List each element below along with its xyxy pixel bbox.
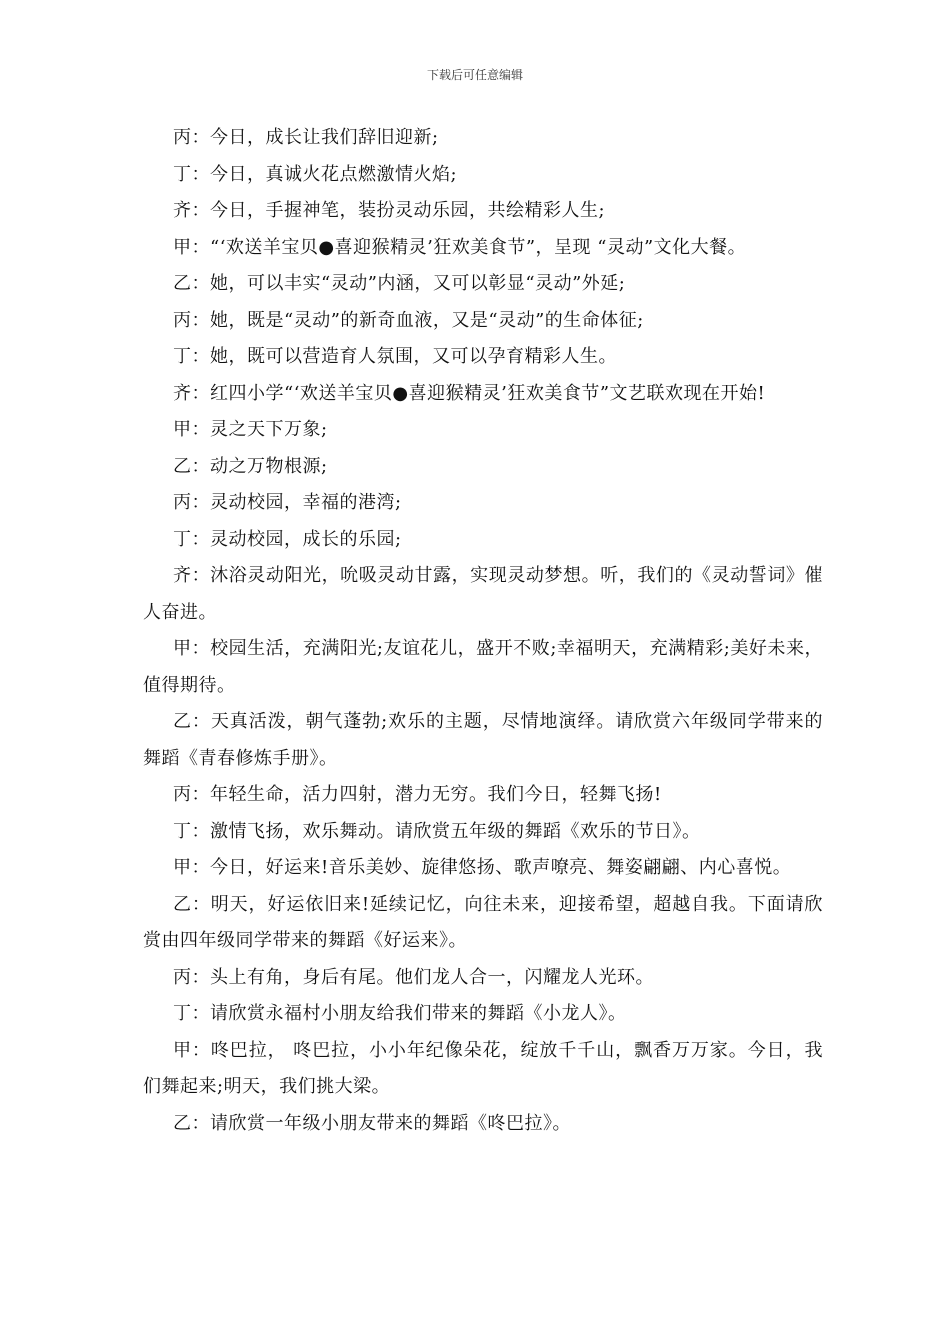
- paragraph: 丁：她，既可以营造育人氛围，又可以孕育精彩人生。: [173, 346, 617, 367]
- paragraph: 丁：激情飞扬，欢乐舞动。请欣赏五年级的舞蹈《欢乐的节日》。: [173, 820, 701, 842]
- paragraph: 丙：灵动校园，幸福的港湾;: [173, 492, 402, 513]
- paragraph: 丁：请欣赏永福村小朋友给我们带来的舞蹈《小龙人》。: [173, 1003, 627, 1024]
- paragraph: 丙：她，既是“灵动”的新奇血液，又是“灵动”的生命体征;: [173, 309, 644, 331]
- paragraph: 丙：今日，成长让我们辞旧迎新;: [173, 127, 439, 148]
- paragraph: 甲：校园生活，充满阳光;友谊花儿，盛开不败;幸福明天，充满精彩;美好未来，值得期待。: [143, 638, 823, 696]
- paragraph: 齐：红四小学“‘欢送羊宝贝●喜迎猴精灵’狂欢美食节”文艺联欢现在开始!: [173, 382, 766, 404]
- paragraph: 甲：灵之天下万象;: [173, 419, 328, 440]
- paragraph: 乙：请欣赏一年级小朋友带来的舞蹈《咚巴拉》。: [173, 1112, 571, 1134]
- document-body: [143, 120, 823, 1142]
- paragraph: 齐：沐浴灵动阳光，吮吸灵动甘露，实现灵动梦想。听，我们的《灵动誓词》催人奋进。: [143, 565, 823, 623]
- paragraph: 乙：明天，好运依旧来!延续记忆，向往未来，迎接希望，超越自我。下面请欣赏由四年级同学带来的舞蹈《好运来》。: [143, 893, 823, 951]
- paragraph: 甲：今日，好运来!音乐美妙、旋律悠扬、歌声嘹亮、舞姿翩翩、内心喜悦。: [173, 857, 792, 878]
- paragraph: 甲：咚巴拉， 咚巴拉，小小年纪像朵花，绽放千千山，飘香万万家。今日，我们舞起来;明天，我们挑大梁。: [143, 1039, 823, 1097]
- paragraph: 乙：她，可以丰实“灵动”内涵，又可以彰显“灵动”外延;: [173, 273, 626, 294]
- paragraph: 乙：天真活泼，朝气蓬勃;欢乐的主题，尽情地演绎。请欣赏六年级同学带来的舞蹈《青春修炼手册》。: [143, 711, 823, 769]
- paragraph: 乙：动之万物根源;: [173, 455, 328, 477]
- paragraph: 丁：灵动校园，成长的乐园;: [173, 528, 402, 550]
- paragraph: 丙：头上有角，身后有尾。他们龙人合一，闪耀龙人光环。: [173, 966, 654, 988]
- paragraph: 丙：年轻生命，活力四射，潜力无穷。我们今日，轻舞飞扬!: [173, 784, 662, 805]
- paragraph: 甲：“‘欢送羊宝贝●喜迎猴精灵’狂欢美食节”，呈现 “灵动”文化大餐。: [173, 236, 747, 258]
- paragraph: 齐：今日，手握神笔，装扮灵动乐园，共绘精彩人生;: [173, 200, 606, 221]
- page-header: 下载后可任意编辑: [426, 68, 523, 82]
- paragraph: 丁：今日，真诚火花点燃激情火焰;: [173, 163, 458, 185]
